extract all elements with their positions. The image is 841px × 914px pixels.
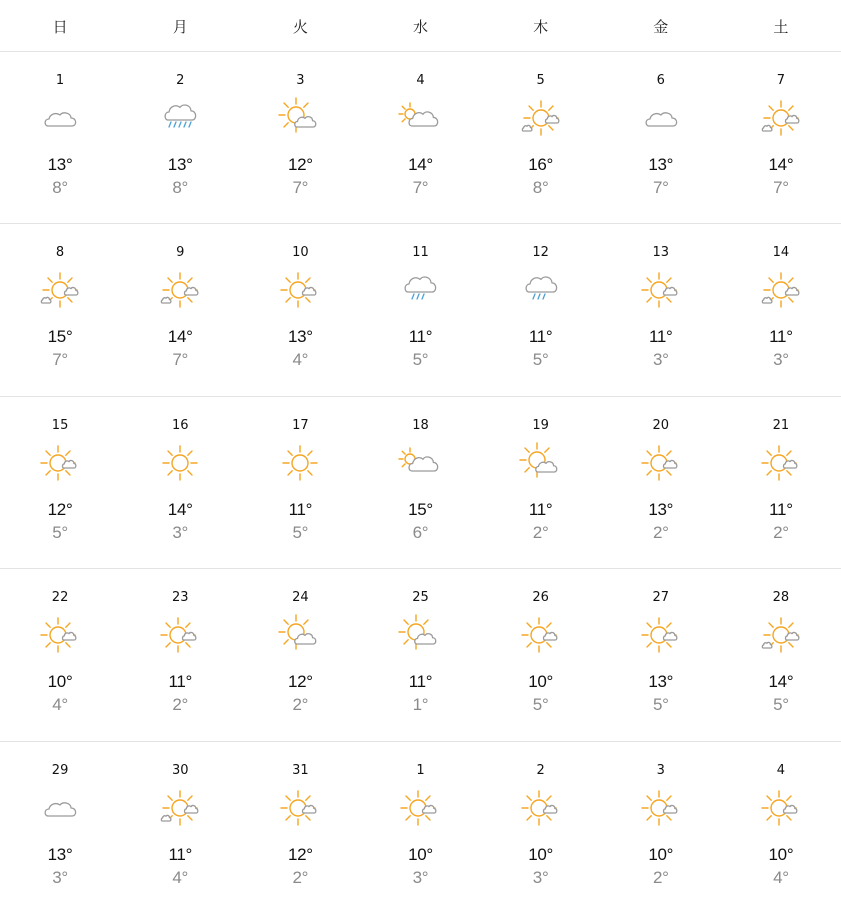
day-date: 9	[176, 245, 185, 261]
day-cell[interactable]	[721, 569, 841, 740]
day-cell[interactable]	[481, 397, 601, 568]
sun-small-clouds-icon	[158, 270, 202, 310]
low-temp: 8°	[52, 178, 68, 197]
day-cell[interactable]	[0, 397, 120, 568]
sun-small-cloud-icon	[38, 615, 82, 655]
day-cell[interactable]	[0, 569, 120, 740]
low-temp: 7°	[292, 178, 309, 197]
day-cell[interactable]	[360, 52, 480, 223]
high-temp: 15°	[47, 327, 73, 347]
day-date: 26	[532, 590, 549, 606]
day-cell[interactable]	[0, 742, 120, 914]
day-date: 20	[652, 417, 670, 433]
sun-small-cloud-icon	[38, 443, 82, 483]
high-temp: 11°	[528, 327, 553, 347]
low-temp: 2°	[292, 867, 309, 887]
high-temp: 12°	[287, 672, 313, 692]
light-rain-icon	[398, 270, 442, 310]
day-date: 27	[652, 590, 670, 606]
high-temp: 11°	[408, 327, 433, 347]
high-temp: 11°	[528, 499, 553, 519]
low-temp: 3°	[172, 522, 189, 542]
sun-small-cloud-icon	[519, 615, 563, 655]
day-date: 6	[656, 73, 665, 88]
day-date: 28	[772, 590, 790, 606]
day-date: 12	[532, 245, 549, 261]
sun-behind-cloud-icon	[398, 98, 442, 138]
weekday-header	[0, 0, 841, 52]
low-temp: 4°	[292, 350, 309, 370]
weekday-sun: 日	[52, 18, 68, 36]
high-temp: 13°	[47, 844, 73, 864]
day-date: 3	[296, 73, 305, 88]
day-date: 4	[776, 762, 786, 778]
high-temp: 10°	[408, 844, 433, 864]
day-cell[interactable]	[601, 397, 721, 568]
low-temp: 8°	[532, 178, 549, 197]
high-temp: 10°	[528, 672, 554, 692]
day-date: 13	[652, 245, 670, 261]
low-temp: 1°	[412, 695, 429, 715]
day-date: 4	[416, 73, 425, 88]
high-temp: 14°	[768, 672, 794, 692]
day-date: 14	[772, 245, 790, 261]
cloud-icon	[38, 98, 82, 138]
low-temp: 5°	[292, 522, 309, 542]
day-cell[interactable]	[481, 52, 601, 223]
low-temp: 3°	[652, 350, 669, 370]
cloud-icon	[639, 98, 683, 138]
day-cell[interactable]	[360, 224, 480, 395]
low-temp: 7°	[172, 350, 189, 370]
day-cell[interactable]	[0, 52, 120, 223]
low-temp: 2°	[292, 695, 309, 715]
high-temp: 16°	[528, 155, 554, 174]
day-date: 29	[51, 762, 69, 778]
day-date: 30	[171, 762, 189, 778]
day-cell[interactable]	[481, 224, 601, 395]
day-cell[interactable]	[481, 742, 601, 914]
sun-cloud-icon	[398, 615, 442, 655]
high-temp: 13°	[47, 155, 73, 174]
low-temp: 3°	[412, 867, 429, 887]
low-temp: 4°	[52, 695, 68, 715]
high-temp: 13°	[648, 155, 674, 174]
low-temp: 5°	[412, 350, 429, 370]
day-date: 11	[412, 245, 429, 261]
high-temp: 14°	[167, 499, 193, 519]
weekday-sat: 土	[773, 18, 789, 36]
day-cell[interactable]	[0, 224, 120, 395]
day-date: 19	[532, 417, 549, 433]
sun-icon	[158, 443, 202, 483]
high-temp: 14°	[768, 155, 794, 174]
high-temp: 12°	[287, 844, 313, 864]
day-date: 1	[416, 762, 425, 778]
day-date: 2	[536, 762, 545, 778]
light-rain-icon	[519, 270, 563, 310]
low-temp: 7°	[412, 178, 429, 197]
sun-small-cloud-icon	[639, 443, 683, 483]
low-temp: 3°	[773, 350, 789, 370]
day-cell[interactable]	[601, 52, 721, 223]
sun-cloud-icon	[519, 443, 563, 483]
low-temp: 7°	[652, 178, 669, 197]
high-temp: 10°	[528, 844, 554, 864]
sun-small-clouds-icon	[158, 788, 202, 828]
sun-small-cloud-icon	[759, 788, 803, 828]
day-cell[interactable]	[360, 569, 480, 740]
low-temp: 5°	[532, 350, 549, 370]
day-date: 22	[51, 590, 69, 606]
sun-small-cloud-icon	[639, 615, 683, 655]
low-temp: 4°	[773, 867, 789, 887]
day-date: 17	[292, 417, 309, 433]
low-temp: 5°	[652, 695, 669, 715]
high-temp: 11°	[408, 672, 433, 692]
low-temp: 2°	[172, 695, 189, 715]
high-temp: 12°	[287, 155, 313, 174]
weekday-mon: 月	[172, 18, 188, 36]
low-temp: 5°	[773, 695, 789, 715]
day-cell[interactable]	[120, 224, 240, 395]
day-cell[interactable]	[601, 224, 721, 395]
day-cell[interactable]	[721, 52, 841, 223]
sun-small-clouds-icon	[759, 98, 803, 138]
low-temp: 5°	[532, 695, 549, 715]
sun-small-clouds-icon	[38, 270, 82, 310]
day-cell[interactable]	[721, 742, 841, 914]
high-temp: 11°	[168, 672, 192, 692]
low-temp: 2°	[532, 522, 549, 542]
low-temp: 2°	[652, 867, 669, 887]
day-date: 7	[776, 73, 786, 88]
low-temp: 8°	[172, 178, 189, 197]
sun-small-cloud-icon	[519, 788, 563, 828]
day-cell[interactable]	[601, 742, 721, 914]
sun-icon	[278, 443, 322, 483]
day-cell[interactable]	[360, 742, 480, 914]
high-temp: 14°	[408, 155, 433, 174]
sun-small-cloud-icon	[759, 443, 803, 483]
sun-small-cloud-icon	[278, 788, 322, 828]
day-cell[interactable]	[240, 397, 360, 568]
day-date: 24	[292, 590, 309, 606]
day-date: 3	[656, 762, 665, 778]
day-cell[interactable]	[360, 397, 480, 568]
high-temp: 13°	[648, 499, 674, 519]
day-cell[interactable]	[240, 569, 360, 740]
day-cell[interactable]	[481, 569, 601, 740]
sun-cloud-icon	[278, 98, 322, 138]
rain-icon	[158, 98, 202, 138]
high-temp: 11°	[769, 499, 793, 519]
sun-small-clouds-icon	[759, 615, 803, 655]
high-temp: 15°	[408, 499, 433, 519]
weekday-fri: 金	[653, 18, 669, 36]
high-temp: 10°	[47, 672, 73, 692]
sun-small-cloud-icon	[158, 615, 202, 655]
weekday-wed: 水	[412, 18, 428, 36]
sun-small-cloud-icon	[639, 270, 683, 310]
day-date: 16	[171, 417, 189, 433]
day-cell[interactable]	[721, 224, 841, 395]
high-temp: 11°	[288, 499, 313, 519]
low-temp: 2°	[652, 522, 669, 542]
week-row	[0, 397, 841, 569]
week-row	[0, 52, 841, 224]
high-temp: 10°	[768, 844, 794, 864]
low-temp: 3°	[532, 867, 549, 887]
day-date: 25	[412, 590, 429, 606]
high-temp: 11°	[769, 327, 793, 347]
sun-small-cloud-icon	[639, 788, 683, 828]
sun-small-cloud-icon	[278, 270, 322, 310]
day-cell[interactable]	[601, 569, 721, 740]
weeks-container	[0, 52, 841, 914]
day-date: 10	[292, 245, 309, 261]
low-temp: 2°	[773, 522, 789, 542]
week-row	[0, 224, 841, 396]
low-temp: 6°	[412, 522, 429, 542]
low-temp: 5°	[52, 522, 68, 542]
day-cell[interactable]	[240, 742, 360, 914]
low-temp: 7°	[52, 350, 68, 370]
day-date: 21	[772, 417, 790, 433]
high-temp: 13°	[287, 327, 313, 347]
day-cell[interactable]	[240, 224, 360, 395]
day-date: 23	[171, 590, 189, 606]
high-temp: 10°	[648, 844, 674, 864]
low-temp: 3°	[52, 867, 68, 887]
day-cell[interactable]	[120, 52, 240, 223]
cloud-icon	[38, 788, 82, 828]
day-date: 15	[51, 417, 69, 433]
sun-small-clouds-icon	[759, 270, 803, 310]
high-temp: 11°	[168, 844, 192, 864]
sun-small-clouds-icon	[519, 98, 563, 138]
sun-small-cloud-icon	[398, 788, 442, 828]
week-row	[0, 569, 841, 741]
day-date: 8	[55, 245, 65, 261]
day-cell[interactable]	[240, 52, 360, 223]
high-temp: 14°	[167, 327, 193, 347]
high-temp: 13°	[648, 672, 674, 692]
day-cell[interactable]	[120, 569, 240, 740]
day-cell[interactable]	[120, 742, 240, 914]
sun-cloud-icon	[278, 615, 322, 655]
low-temp: 4°	[172, 867, 189, 887]
day-cell[interactable]	[721, 397, 841, 568]
low-temp: 7°	[773, 178, 789, 197]
day-date: 1	[55, 73, 65, 88]
day-date: 2	[176, 73, 185, 88]
sun-behind-cloud-icon	[398, 443, 442, 483]
high-temp: 11°	[649, 327, 673, 347]
day-date: 31	[292, 762, 309, 778]
day-date: 18	[412, 417, 429, 433]
weekday-tue: 火	[292, 18, 308, 36]
day-date: 5	[536, 73, 545, 88]
high-temp: 12°	[47, 499, 73, 519]
day-cell[interactable]	[120, 397, 240, 568]
week-row	[0, 742, 841, 914]
high-temp: 13°	[167, 155, 193, 174]
weekday-thu: 木	[533, 18, 549, 36]
